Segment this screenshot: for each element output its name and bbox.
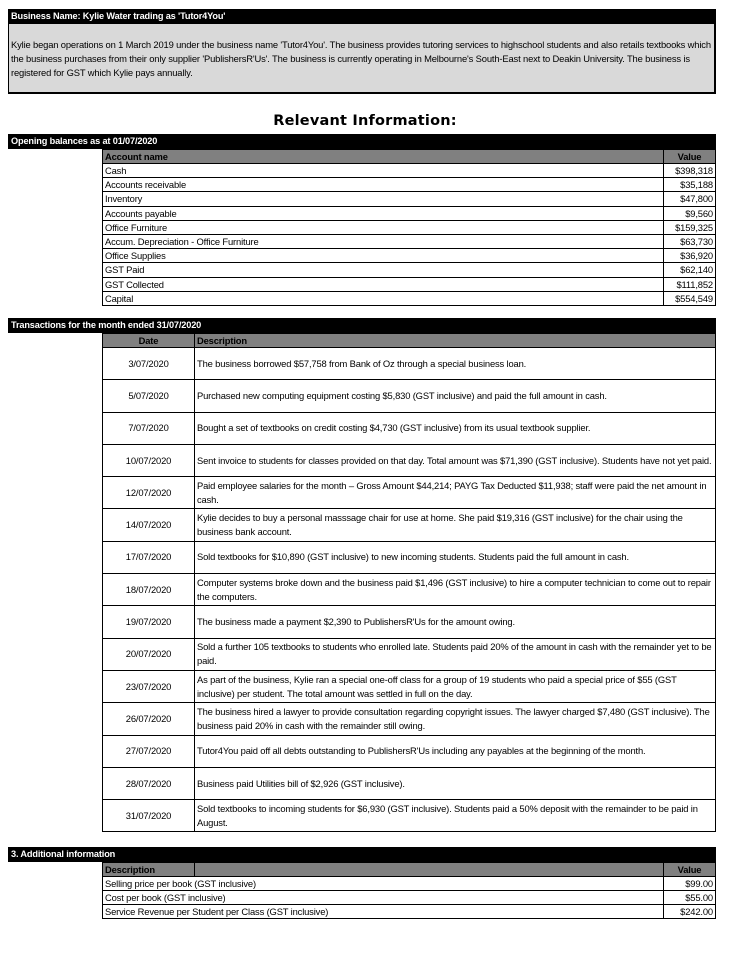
- additional-info-header: 3. Additional information: [8, 847, 716, 862]
- col-value: Value: [664, 863, 716, 877]
- table-row: [103, 192, 716, 206]
- account-value: $35,188: [664, 178, 716, 192]
- business-description: Kylie began operations on 1 March 2019 under the business name 'Tutor4You'. The business provides tutoring services to highschool students and also retails textbooks which the business purchases from their only supplier 'PublishersR'Us'. The business is currently operating in Melbourne's South-East next to Deakin University. The business is registered for GST which Kylie pays annually.: [8, 24, 716, 94]
- account-name: Cash: [103, 164, 664, 178]
- table-row: [103, 348, 716, 380]
- transaction-date: 7/07/2020: [103, 412, 195, 444]
- page-heading: Relevant Information:: [273, 113, 457, 129]
- info-description: Cost per book (GST inclusive): [103, 891, 664, 905]
- transaction-date: 27/07/2020: [103, 735, 195, 767]
- transactions-header: Transactions for the month ended 31/07/2020: [8, 318, 716, 333]
- table-row: [103, 606, 716, 638]
- account-name: Office Supplies: [103, 249, 664, 263]
- transaction-date: 28/07/2020: [103, 767, 195, 799]
- transaction-description: The business hired a lawyer to provide consultation regarding copyright issues. The lawyer charged $7,480 (GST inclusive). The business paid 20% in cash with the remainder still owing.: [195, 703, 716, 735]
- transaction-date: 26/07/2020: [103, 703, 195, 735]
- transaction-description: Paid employee salaries for the month – Gross Amount $44,214; PAYG Tax Deducted $11,938; staff were paid the net amount in cash.: [195, 477, 716, 509]
- table-row: [103, 905, 716, 919]
- table-row: [103, 703, 716, 735]
- info-value: $99.00: [664, 877, 716, 891]
- additional-info-table: [102, 862, 716, 919]
- info-value: $242.00: [664, 905, 716, 919]
- transaction-date: 18/07/2020: [103, 574, 195, 606]
- table-row: [103, 220, 716, 234]
- table-row: [103, 638, 716, 670]
- table-row: [103, 509, 716, 541]
- account-name: GST Collected: [103, 277, 664, 291]
- table-row: [103, 277, 716, 291]
- transaction-description: The business made a payment $2,390 to PublishersR'Us for the amount owing.: [195, 606, 716, 638]
- transaction-date: 5/07/2020: [103, 380, 195, 412]
- table-row: [103, 178, 716, 192]
- col-account-name: Account name: [103, 150, 664, 164]
- col-description: Description: [103, 863, 195, 877]
- account-value: $9,560: [664, 206, 716, 220]
- transaction-description: Sold a further 105 textbooks to students who enrolled late. Students paid 20% of the amount in cash with the remainder yet to be paid.: [195, 638, 716, 670]
- info-value: $55.00: [664, 891, 716, 905]
- transaction-date: 31/07/2020: [103, 800, 195, 832]
- table-row: [103, 574, 716, 606]
- transaction-description: Computer systems broke down and the business paid $1,496 (GST inclusive) to hire a computer technician to come out to repair the computers.: [195, 574, 716, 606]
- account-name: Accounts receivable: [103, 178, 664, 192]
- table-row: [103, 412, 716, 444]
- transaction-description: The business borrowed $57,758 from Bank of Oz through a special business loan.: [195, 348, 716, 380]
- account-value: $398,318: [664, 164, 716, 178]
- account-value: $159,325: [664, 220, 716, 234]
- transaction-date: 23/07/2020: [103, 670, 195, 702]
- table-row: [103, 291, 716, 305]
- col-value: Value: [664, 150, 716, 164]
- table-row: [103, 800, 716, 832]
- info-description: Service Revenue per Student per Class (GST inclusive): [103, 905, 664, 919]
- transaction-date: 12/07/2020: [103, 477, 195, 509]
- account-name: Capital: [103, 291, 664, 305]
- transaction-date: 20/07/2020: [103, 638, 195, 670]
- account-value: $111,852: [664, 277, 716, 291]
- account-name: Office Furniture: [103, 220, 664, 234]
- transactions-table: [102, 333, 716, 832]
- account-name: Accounts payable: [103, 206, 664, 220]
- opening-balances-table: [102, 149, 716, 306]
- table-row: [103, 541, 716, 573]
- table-row: [103, 670, 716, 702]
- account-value: $36,920: [664, 249, 716, 263]
- table-row: [103, 444, 716, 476]
- col-blank: [195, 863, 664, 877]
- table-row: [103, 767, 716, 799]
- transaction-description: Business paid Utilities bill of $2,926 (GST inclusive).: [195, 767, 716, 799]
- business-name-header: Business Name: Kylie Water trading as 'Tutor4You': [8, 9, 716, 24]
- transaction-description: Sold textbooks to incoming students for $6,930 (GST inclusive). Students paid a 50% deposit with the remainder to be paid in August.: [195, 800, 716, 832]
- account-name: Accum. Depreciation - Office Furniture: [103, 234, 664, 248]
- transaction-date: 10/07/2020: [103, 444, 195, 476]
- account-name: GST Paid: [103, 263, 664, 277]
- transaction-description: Sent invoice to students for classes provided on that day. Total amount was $71,390 (GST inclusive). Students have not yet paid.: [195, 444, 716, 476]
- table-row: [103, 164, 716, 178]
- table-row: [103, 735, 716, 767]
- table-row: [103, 891, 716, 905]
- col-date: Date: [103, 334, 195, 348]
- transaction-description: Bought a set of textbooks on credit costing $4,730 (GST inclusive) from its usual textbook supplier.: [195, 412, 716, 444]
- col-description: Description: [195, 334, 716, 348]
- table-row: [103, 206, 716, 220]
- transaction-date: 3/07/2020: [103, 348, 195, 380]
- account-value: $63,730: [664, 234, 716, 248]
- account-name: Inventory: [103, 192, 664, 206]
- table-row: [103, 877, 716, 891]
- table-row: [103, 477, 716, 509]
- transaction-description: Kylie decides to buy a personal masssage chair for use at home. She paid $19,316 (GST inclusive) for the chair using the business bank account.: [195, 509, 716, 541]
- transaction-date: 14/07/2020: [103, 509, 195, 541]
- account-value: $554,549: [664, 291, 716, 305]
- table-row: [103, 380, 716, 412]
- transaction-description: Tutor4You paid off all debts outstanding to PublishersR'Us including any payables at the beginning of the month.: [195, 735, 716, 767]
- opening-balances-header: Opening balances as at 01/07/2020: [8, 134, 716, 149]
- transaction-description: Sold textbooks for $10,890 (GST inclusive) to new incoming students. Students paid the full amount in cash.: [195, 541, 716, 573]
- table-row: [103, 249, 716, 263]
- table-row: [103, 234, 716, 248]
- transaction-date: 17/07/2020: [103, 541, 195, 573]
- account-value: $62,140: [664, 263, 716, 277]
- transaction-date: 19/07/2020: [103, 606, 195, 638]
- transaction-description: Purchased new computing equipment costing $5,830 (GST inclusive) and paid the full amount in cash.: [195, 380, 716, 412]
- info-description: Selling price per book (GST inclusive): [103, 877, 664, 891]
- table-row: [103, 263, 716, 277]
- transaction-description: As part of the business, Kylie ran a special one-off class for a group of 19 students who paid a special price of $55 (GST inclusive) per student. The total amount was settled in full on the day.: [195, 670, 716, 702]
- account-value: $47,800: [664, 192, 716, 206]
